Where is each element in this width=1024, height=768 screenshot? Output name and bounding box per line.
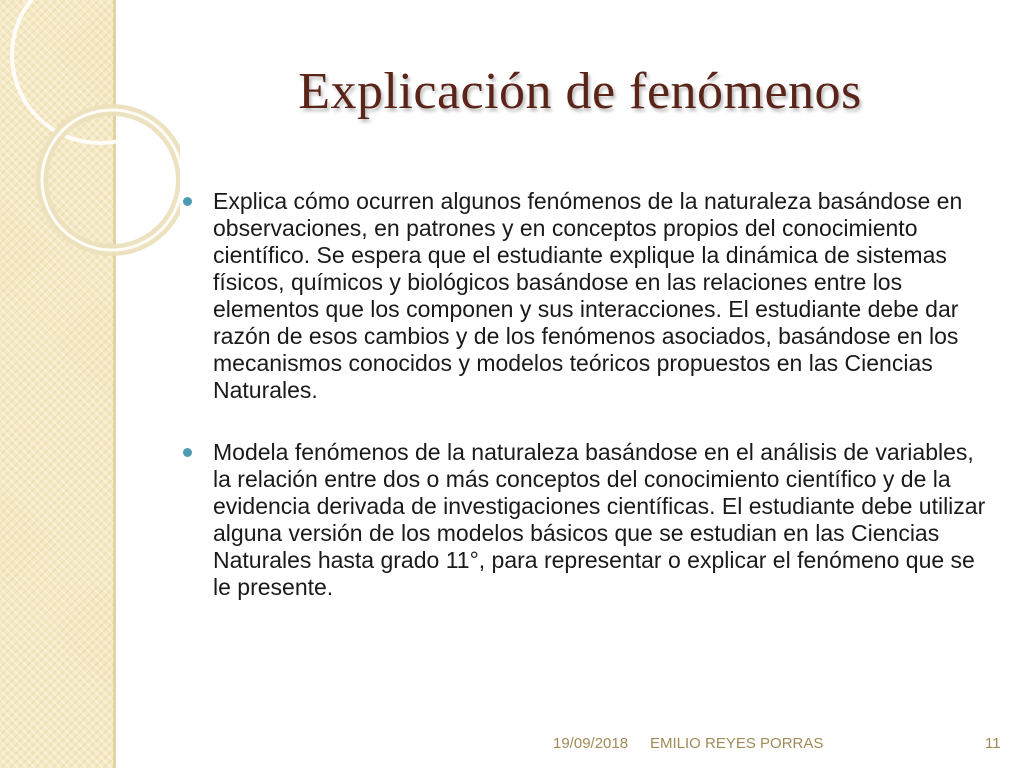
bullet-dot-icon — [183, 448, 192, 457]
footer-page-number: 11 — [985, 735, 1001, 752]
bullet-dot-icon — [183, 197, 192, 206]
bullet-item-explica — [180, 188, 995, 404]
footer-author: EMILIO REYES PORRAS — [650, 735, 824, 752]
footer-date: 19/09/2018 — [553, 735, 629, 752]
bullet-text: Explica cómo ocurren algunos fenómenos de la naturaleza basándose en observaciones, en patrones y en conceptos propios del conocimiento científico. Se espera que el estudiante explique la dinámica de sistemas físicos, químicos y biológicos basándose en las relaciones entre los elementos que los componen y sus interacciones. El estudiante debe dar razón de esos cambios y de los fenómenos asociados, basándose en los mecanismos conocidos y modelos teóricos propuestos en las Ciencias Naturales. — [213, 188, 963, 403]
decorative-rings-icon — [0, 0, 180, 260]
bullet-item-modela — [180, 439, 995, 601]
slide-title: Explicación de fenómenos — [298, 63, 862, 120]
bullet-text: Modela fenómenos de la naturaleza basándose en el análisis de variables, la relación entre dos o más conceptos del conocimiento científico y de la evidencia derivada de investigaciones científicas. El estudiante debe utilizar alguna versión de los modelos básicos que se estudian en las Ciencias Naturales hasta grado 11°, para representar o explicar el fenómeno que se le presente. — [213, 439, 986, 600]
bullet-list — [180, 188, 995, 636]
